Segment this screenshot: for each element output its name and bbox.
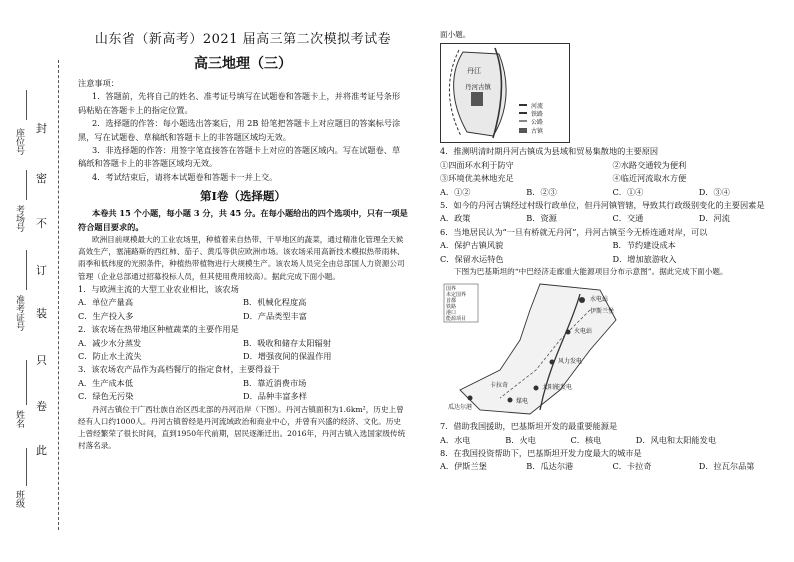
option: C．核电	[570, 434, 602, 445]
option: B．②③	[526, 186, 557, 197]
blank-line	[26, 170, 27, 200]
option: D．产品类型丰富	[243, 310, 307, 321]
legend-label: 国界	[446, 286, 457, 293]
legend-label: 铁路	[531, 111, 544, 119]
option: B．瓜达尔港	[526, 461, 574, 472]
legend-label: 河流	[531, 103, 544, 111]
energy-map-drawing	[440, 280, 640, 418]
question-stem: 1．与欧洲主流的大型工业农业相比，该农场	[78, 283, 239, 294]
map-label: 伊斯兰堡	[590, 308, 615, 316]
town-map	[440, 43, 570, 143]
options-row	[78, 390, 408, 403]
cut-line	[58, 60, 59, 530]
option: A．减少水分蒸发	[78, 337, 142, 348]
left-column	[78, 28, 408, 452]
options-row	[440, 159, 785, 172]
passage-continuation: 面小题。	[440, 30, 471, 39]
option: D．拉瓦尔品第	[698, 461, 755, 472]
statement: ②水路交通较为便利	[612, 159, 687, 170]
statement: ①四面环水利于防守	[440, 159, 514, 170]
question-stem: 6．当地居民认为“一旦有桥就无丹河”，丹河古镇至今无桥连通对岸，可以	[440, 226, 708, 237]
options-row	[440, 253, 785, 266]
legend-label: 港口	[446, 310, 457, 317]
seal-char: 封	[36, 122, 47, 135]
seal-char: 不	[36, 217, 47, 230]
map-label: 丹江	[467, 67, 481, 76]
map-label: 太阳能发电	[542, 384, 573, 392]
passage-3: 下图为巴基斯坦的“中巴经济走廊重大能源项目分布示意图”。据此完成下面小题。	[454, 267, 728, 277]
seal-char: 只	[36, 354, 47, 367]
options-row	[440, 172, 785, 185]
legend-label: 首都	[446, 298, 457, 305]
field-ticket: 准考证号	[14, 295, 24, 331]
options-row	[78, 377, 408, 390]
option: D．品种丰富多样	[243, 391, 307, 402]
notice-heading: 注意事项：	[78, 78, 119, 88]
right-column	[440, 28, 785, 474]
seal-char: 装	[36, 307, 47, 320]
passage-1: 欧洲目前规模最大的工业农场里，种植着来自热带、干旱地区的蔬菜，通过精准化管理全天候高效生产，塞浦路斯的西红柿、茄子、黄瓜等供应欧洲市场。该农场采用高新技术模拟热带雨林、雨季和低纬度的光照条件，种植热带植物进行大规模生产。该农场人员完全由总部国人力资源公司管理（企业总部通过招募投标人员，但其使用费用较高）。据此完成下面小题。	[78, 235, 405, 281]
energy-map	[440, 280, 640, 418]
statement: ③环境优美林地充足	[440, 173, 514, 184]
option: A．伊斯兰堡	[440, 461, 487, 472]
subject-title: 高三地理（三）	[194, 56, 292, 72]
option: D．增加旅游收入	[612, 253, 677, 264]
passage-2: 丹河古镇位于广西壮族自治区西北部的丹河沿岸（下图）。丹河古镇面积为1.6km²，历史上曾经有人口约1000人。丹河古镇曾经是丹河流域政治和商业中心，并曾有兴盛的经济、文化。历史上曾经繁荣了很长时间，直到1950年代前期，居民逐渐迁出。2016年，丹河古镇入选国家级传统村落名录。	[78, 404, 406, 451]
option: B．靠近消费市场	[243, 377, 307, 388]
map-label: 瓜达尔港	[448, 404, 473, 412]
notice-item: 3．非选择题的作答：用签字笔直接答在答题卡上对应的答题区域内。写在试题卷、草稿纸和答题卡上的非答题区域均无效。	[78, 145, 401, 169]
statement: ④临近河流取水方便	[612, 173, 687, 184]
options-row	[440, 186, 785, 199]
option: C．卡拉奇	[612, 461, 652, 472]
map-label: 火电站	[574, 328, 593, 336]
seal-char: 卷	[36, 400, 47, 413]
option: A．生产成本低	[78, 377, 134, 388]
question-stem: 8．在我国投资帮助下，巴基斯坦开发力度最大的城市是	[440, 448, 642, 459]
section-title: 第Ⅰ卷（选择题）	[200, 189, 286, 204]
options-row	[440, 212, 785, 225]
option: A．单位产量高	[78, 297, 134, 308]
option: C．交通	[612, 213, 644, 224]
section-intro: 本卷共 15 个小题，每小题 3 分，共 45 分。在每小题给出的四个选项中，只有一项是符合题目要求的。	[78, 208, 408, 232]
seal-char: 订	[36, 264, 47, 277]
option: B．资源	[526, 213, 557, 224]
blank-line	[26, 448, 27, 486]
field-class: 班级	[14, 490, 24, 508]
question-stem: 4．推测明清时期丹河古镇成为县域和贸易集散地的主要原因	[440, 146, 659, 157]
option: A．①②	[440, 186, 471, 197]
legend-label: 公路	[531, 119, 544, 127]
option: B．吸收和储存太阳辐射	[243, 337, 331, 348]
options-row	[440, 239, 785, 252]
question-stem: 5．如今的丹河古镇经过村级行政单位，但丹河镇管辖，导致其行政级别变化的主要因素是	[440, 200, 765, 211]
option: C．①④	[612, 186, 644, 197]
map-label: 煤电	[516, 398, 529, 406]
seal-char: 密	[36, 172, 47, 185]
option: B．节约建设成本	[612, 240, 676, 251]
question-stem: 3．该农场农产品作为高档餐厅的指定食材，主要得益于	[78, 364, 280, 375]
option: B．火电	[505, 434, 536, 445]
option: A．保护古镇风貌	[440, 240, 504, 251]
option: D．增强夜间的保温作用	[243, 350, 332, 361]
options-row	[78, 296, 408, 309]
blank-line	[26, 250, 27, 290]
binding-strip	[0, 0, 70, 562]
field-name: 姓名	[14, 410, 24, 428]
option: C．保留水运特色	[440, 253, 504, 264]
option: D．风电和太阳能发电	[635, 434, 717, 445]
option: C．绿色无污染	[78, 391, 134, 402]
legend-label: 能源项目	[446, 316, 467, 323]
options-row	[440, 460, 785, 473]
options-row	[78, 350, 408, 363]
option: D．③④	[698, 186, 730, 197]
exam-title: 山东省（新高考）2021 届高三第二次模拟考试卷	[94, 32, 392, 47]
blank-line	[26, 360, 27, 405]
blank-line	[26, 90, 27, 120]
option: A．水电	[440, 434, 471, 445]
map-label: 丹河古镇	[465, 83, 491, 92]
options-row	[78, 310, 408, 323]
question-stem: 7．借助我国援助，巴基斯坦开发的最重要能源是	[440, 421, 618, 432]
question-stem: 2．该农场在热带地区种植蔬菜的主要作用是	[78, 324, 239, 335]
legend-label: 铁路	[446, 304, 457, 311]
option: D．河流	[698, 213, 730, 224]
option: C．生产投入多	[78, 310, 134, 321]
map-label: 风力发电	[558, 358, 583, 366]
options-row	[440, 434, 785, 447]
legend-label: 古镇	[531, 128, 544, 136]
notice-item: 2．选择题的作答：每小题选出答案后，用 2B 铅笔把答题卡上对应题目的答案标号涂黑，写在试题卷、草稿纸和答题卡上的非答题区域均无效。	[78, 118, 401, 142]
seal-char: 此	[36, 444, 47, 457]
notice-item: 1．答题前，先将自己的姓名、准考证号填写在试题卷和答题卡上，并将准考证号条形码粘贴在答题卡上的指定位置。	[78, 91, 401, 115]
legend-label: 未定国界	[446, 292, 467, 299]
town-map-drawing	[441, 44, 569, 142]
notice-item: 4．考试结束后，请将本试题卷和答题卡一并上交。	[92, 171, 278, 182]
field-seat: 座位号	[14, 128, 24, 155]
option: B．机械化程度高	[243, 297, 307, 308]
field-room: 考场号	[14, 205, 24, 232]
option: A．政策	[440, 213, 471, 224]
map-label: 卡拉奇	[490, 382, 509, 390]
map-label: 水电站	[590, 296, 609, 304]
option: C．防止水土流失	[78, 350, 142, 361]
options-row	[78, 337, 408, 350]
